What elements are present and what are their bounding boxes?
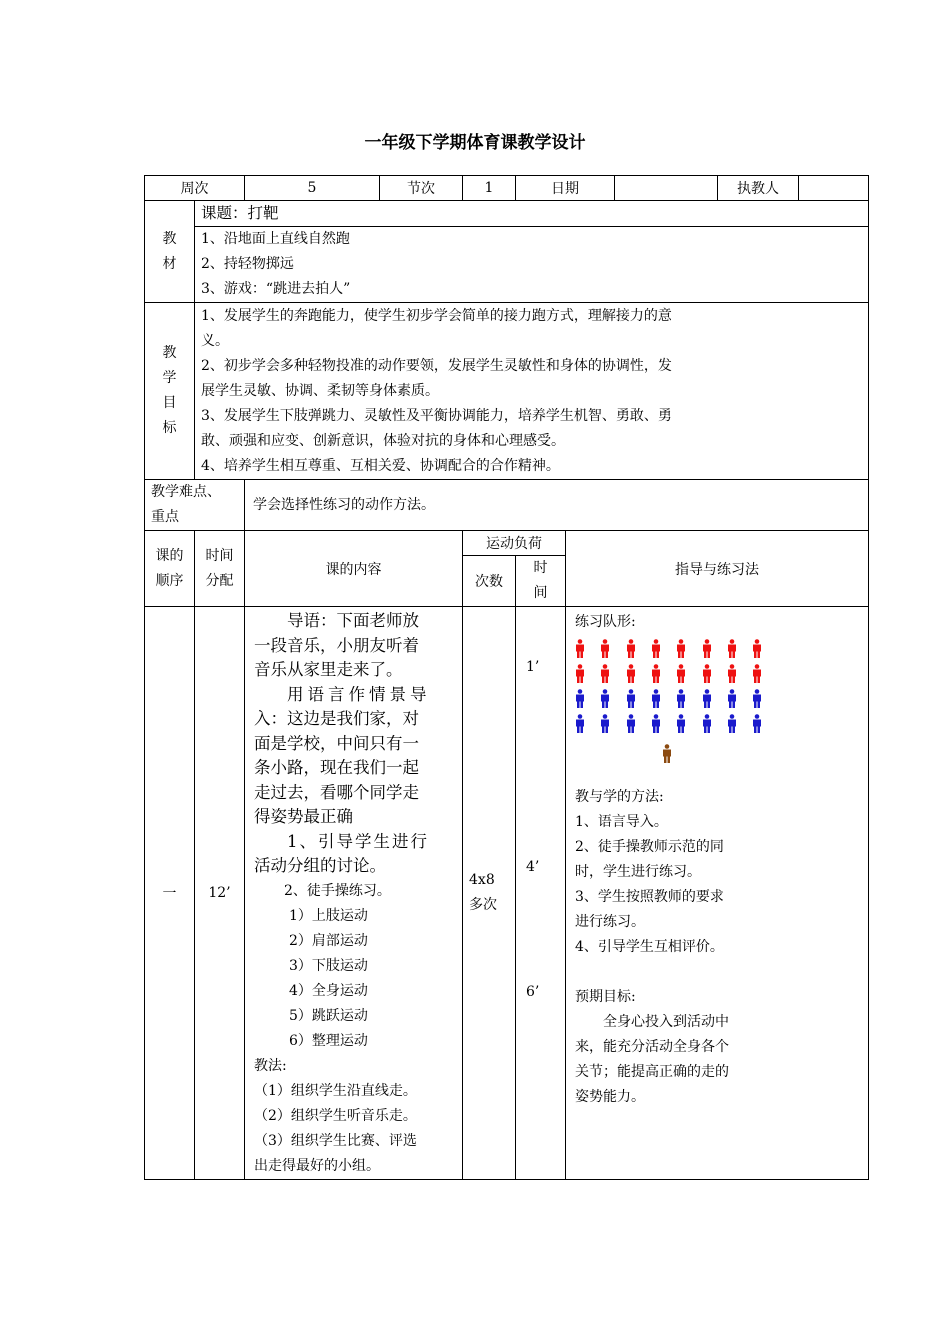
content-line: 音乐从家里走来了。 [254, 660, 403, 679]
row-content [245, 607, 463, 1180]
student-icon [626, 664, 636, 684]
content-line: 3）下肢运动 [289, 957, 368, 974]
col-duration: 时 间 [516, 556, 566, 607]
student-icon [676, 639, 686, 659]
student-icon [651, 664, 661, 684]
method-line: 4、引导学生互相评价。 [575, 939, 724, 955]
content-line: （3）组织学生比赛、评选 [254, 1132, 417, 1149]
method-line: 进行练习。 [575, 914, 646, 930]
student-icon [626, 639, 636, 659]
objectives-text: 1、发展学生的奔跑能力，使学生初步学会简单的接力跑方式，理解接力的意 义。 2、初步学会多种轻物投准的动作要领，发展学生灵敏性和身体的协调性，发 展学生灵敏、协调、柔韧等身体素质。 3、发展学生下肢弹跳力、灵敏性及平衡协调能力，培养学生机智、勇敢、勇 敢、顽强和应变、创新意识，体验对抗的身体和心理感受。 4、培养学生相互尊重、互相关爱、协调配合的合作精神。 [195, 303, 869, 480]
content-line: 面是学校，中间只有一 [254, 733, 419, 753]
student-icon [727, 664, 737, 684]
col-method: 指导与练习法 [566, 531, 869, 607]
content-line: 2）肩部运动 [289, 932, 368, 949]
difficulty-label: 教学难点、 重点 [145, 480, 245, 531]
teacher-label: 执教人 [718, 176, 799, 201]
row-time: 12’ [195, 607, 245, 1180]
content-line: 入：这边是我们家，对 [254, 709, 419, 728]
formation-diagram [575, 635, 868, 785]
student-icon [575, 664, 585, 684]
date-value [615, 176, 718, 201]
content-line: 出走得最好的小组。 [254, 1157, 380, 1174]
content-line: （1）组织学生沿直线走。 [254, 1082, 417, 1099]
content-line: 得姿势最正确 [254, 807, 353, 826]
method-line: 1、语言导入。 [575, 814, 668, 830]
content-line: 活动分组的讨论。 [254, 856, 386, 875]
duration-1: 1’ [526, 659, 540, 675]
teacher-value [799, 176, 869, 201]
content-line: 条小路，现在我们一起 [254, 758, 419, 777]
goal-line: 关节；能提高正确的走的 [575, 1064, 730, 1080]
content-line: 5）跳跃运动 [289, 1007, 368, 1024]
difficulty-value: 学会选择性练习的动作方法。 [245, 480, 869, 531]
content-line: 一段音乐，小朋友听着 [254, 635, 419, 655]
student-icon [651, 689, 661, 709]
student-icon [676, 664, 686, 684]
student-icon [626, 689, 636, 709]
student-icon [676, 689, 686, 709]
material-item: 1、沿地面上直线自然跑 [201, 231, 350, 247]
student-icon [752, 714, 762, 734]
student-icon [626, 714, 636, 734]
content-line: 教法: [254, 1057, 287, 1074]
material-topic: 课题：打靶 [195, 201, 869, 227]
student-icon [702, 639, 712, 659]
student-icon [752, 664, 762, 684]
method-line: 3、学生按照教师的要求 [575, 889, 724, 905]
student-icon [600, 714, 610, 734]
material-item: 3、游戏：“跳进去拍人” [201, 281, 351, 297]
week-value: 5 [245, 176, 380, 201]
student-icon [752, 689, 762, 709]
page-title: 一年级下学期体育课教学设计 [364, 133, 586, 153]
student-icon [600, 664, 610, 684]
content-line: 导语：下面老师放 [287, 611, 419, 630]
week-label: 周次 [145, 176, 245, 201]
student-icon [727, 689, 737, 709]
goal-title: 预期目标: [575, 989, 636, 1005]
material-label: 教 材 [145, 201, 195, 303]
content-line: 走过去，看哪个同学走 [254, 782, 419, 802]
duration-3: 6’ [526, 984, 540, 1000]
content-line: 6）整理运动 [289, 1032, 368, 1049]
student-icon [600, 689, 610, 709]
student-icon [651, 639, 661, 659]
student-icon [702, 689, 712, 709]
teacher-icon [662, 744, 672, 764]
col-count: 次数 [463, 556, 516, 607]
content-line: 4）全身运动 [289, 982, 368, 999]
row-count: 4x8 多次 [463, 607, 516, 1180]
content-line: 1）上肢运动 [289, 907, 368, 924]
student-icon [600, 639, 610, 659]
student-icon [727, 714, 737, 734]
student-icon [727, 639, 737, 659]
material-item: 2、持轻物掷远 [201, 256, 294, 272]
row-method [566, 607, 869, 1180]
student-icon [575, 689, 585, 709]
material-items [195, 227, 869, 303]
method-line: 时，学生进行练习。 [575, 864, 702, 880]
formation-label: 练习队形: [575, 614, 636, 630]
col-content: 课的内容 [245, 531, 463, 607]
date-label: 日期 [516, 176, 615, 201]
col-order: 课的 顺序 [145, 531, 195, 607]
goal-line: 全身心投入到活动中 [603, 1014, 730, 1030]
student-icon [575, 714, 585, 734]
row-durations [516, 607, 566, 1180]
method-title: 教与学的方法: [575, 789, 664, 805]
student-icon [702, 664, 712, 684]
section-label: 节次 [380, 176, 463, 201]
student-icon [752, 639, 762, 659]
section-value: 1 [463, 176, 516, 201]
content-line: 用语言作情景导 [287, 684, 431, 704]
content-line: 1、引导学生进行 [287, 831, 429, 851]
col-time: 时间 分配 [195, 531, 245, 607]
student-icon [676, 714, 686, 734]
content-line: 2、徒手操练习。 [284, 882, 391, 899]
method-line: 2、徒手操教师示范的同 [575, 839, 724, 855]
row-order: 一 [145, 607, 195, 1180]
goal-line: 来，能充分活动全身各个 [575, 1039, 730, 1055]
goal-line: 姿势能力。 [575, 1089, 646, 1105]
lesson-plan-table [144, 175, 869, 1180]
objectives-label: 教 学 目 标 [145, 303, 195, 480]
duration-2: 4’ [526, 859, 540, 875]
student-icon [575, 639, 585, 659]
student-icon [651, 714, 661, 734]
col-load: 运动负荷 [463, 531, 566, 556]
content-line: （2）组织学生听音乐走。 [254, 1107, 417, 1124]
student-icon [702, 714, 712, 734]
